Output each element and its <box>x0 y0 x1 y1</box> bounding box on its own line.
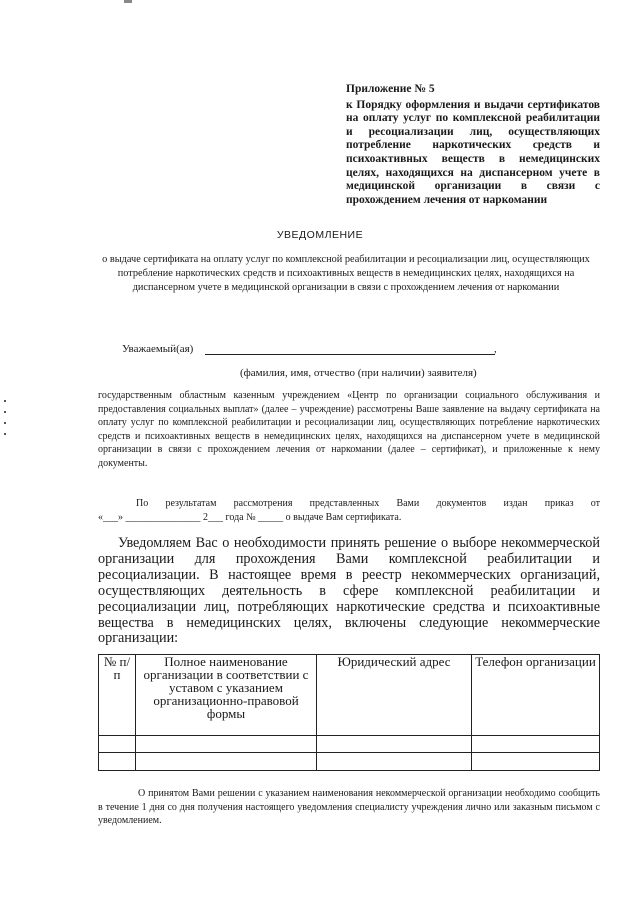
closing-text: О принятом Вами решении с указанием наименования некоммерческой организации необходимо сообщить в течение 1 дня со дня получения настоящего уведомления специалисту учреждения лично или заказным письмом с уведомлением. <box>98 788 600 827</box>
body-paragraph-2 <box>98 497 600 524</box>
table-row <box>99 753 600 771</box>
table-cell <box>317 753 472 771</box>
appendix-title: Приложение № 5 <box>346 83 435 95</box>
order-line-1: По результатам рассмотрения представленных Вами документов издан приказ от <box>136 498 600 509</box>
col-address: Юридический адрес <box>317 655 472 736</box>
table-cell <box>99 753 136 771</box>
table-cell <box>99 736 136 753</box>
appendix-block <box>346 83 600 207</box>
table-cell <box>472 753 600 771</box>
table-row <box>99 736 600 753</box>
appendix-text: к Порядку оформления и выдачи сертификатов на оплату услуг по комплексной реабилитации и ресоциализации лиц, осуществляющих потребление наркотических средств и психоактивных веществ в немедицинских целях, находящихся на диспансерном учете в медицинской организации в связи с прохождением лечения от наркомании <box>346 98 600 206</box>
notice-subtitle: о выдаче сертификата на оплату услуг по комплексной реабилитации и ресоциализации лиц, осуществляющих потребление наркотических средств и психоактивных веществ в немедицинских целях, находящихся на диспансерном учете в медицинской организации в связи с прохождением лечения от наркомании <box>102 254 590 293</box>
table-header-row <box>99 655 600 736</box>
order-line-2: «___» _______________ 2___ года № _____ о выдаче Вам сертификата. <box>98 511 402 523</box>
table-cell <box>136 753 317 771</box>
table-cell <box>136 736 317 753</box>
body-paragraph-1: государственным областным казенным учреждением «Центр по организации социального обслуживания и предоставления социальных выплат» (далее – учреждение) рассмотрены Ваше заявление на выдачу сертификата на оплату услуг по комплексной реабилитации и ресоциализации лиц, осуществляющих потребление наркотических средств и психоактивных веществ в немедицинских целях, находящихся на диспансерном учете в медицинской организации в связи с прохождением лечения от наркомании (далее – сертификат), и приложенные к нему документы. <box>98 390 600 469</box>
notice-title: УВЕДОМЛЕНИЕ <box>276 229 364 241</box>
table-cell <box>317 736 472 753</box>
greeting-comma: , <box>494 343 497 355</box>
greeting-label: Уважаемый(ая) <box>122 343 194 355</box>
organizations-table <box>98 654 600 771</box>
closing-paragraph <box>98 787 600 828</box>
col-phone: Телефон организации <box>472 655 600 736</box>
scan-mark <box>124 0 132 3</box>
margin-marks <box>4 400 8 444</box>
fio-hint: (фамилия, имя, отчество (при наличии) заявителя) <box>240 367 477 379</box>
col-name: Полное наименование организации в соответствии с уставом с указанием организационно-правовой формы <box>136 655 317 736</box>
applicant-name-field <box>205 354 495 355</box>
col-number: № п/п <box>99 655 136 736</box>
organizations-intro <box>98 536 600 647</box>
organizations-intro-text: Уведомляем Вас о необходимости принять решение о выборе некоммерческой организации для прохождения Вами комплексной реабилитации и ресоциализации. В настоящее время в реестр некоммерческих организаций, осуществляющих деятельность в сфере комплексной реабилитации и ресоциализации лиц, потребляющих наркотические средства и психоактивные вещества в немедицинских целях, включены следующие некоммерческие организации: <box>98 535 600 647</box>
table-cell <box>472 736 600 753</box>
